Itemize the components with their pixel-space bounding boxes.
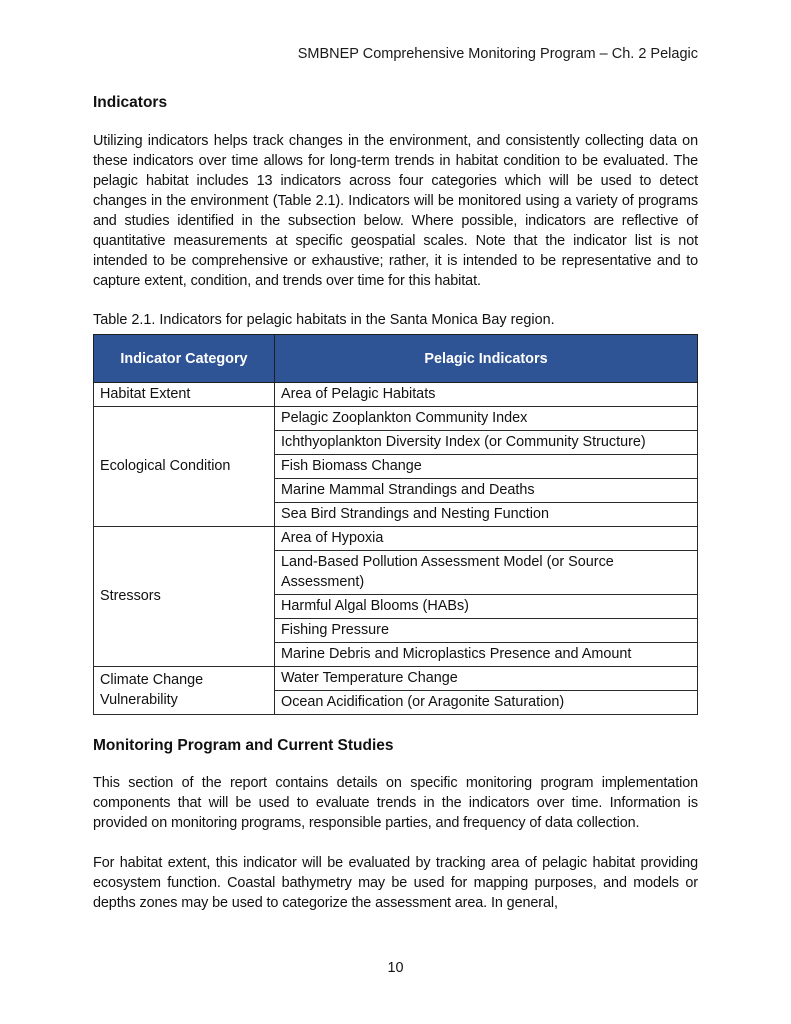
category-cell: Ecological Condition — [94, 407, 275, 527]
table-row — [94, 667, 698, 691]
section-heading-indicators: Indicators — [93, 94, 168, 111]
table-header-row — [94, 335, 698, 383]
indicator-cell: Marine Debris and Microplastics Presence and Amount — [275, 643, 698, 667]
indicator-cell: Harmful Algal Blooms (HABs) — [275, 595, 698, 619]
table-row — [94, 407, 698, 431]
indicator-cell: Ichthyoplankton Diversity Index (or Community Structure) — [275, 431, 698, 455]
monitoring-paragraph-2: For habitat extent, this indicator will be evaluated by tracking area of pelagic habitat providing ecosystem function. Coastal bathymetry may be used for mapping purposes, and models or depths zones may be used to categorize the assessment area. In general, — [93, 855, 698, 911]
monitoring-paragraph-1: This section of the report contains details on specific monitoring program implementation components that will be used to evaluate trends in the indicators over time. Information is provided on monitoring programs, responsible parties, and frequency of data collection. — [93, 775, 698, 831]
indicators-paragraph: Utilizing indicators helps track changes in the environment, and consistently collecting data on these indicators over time allows for long-term trends in habitat condition to be evaluated. The pelagic habitat includes 13 indicators across four categories which will be used to detect changes in the environment (Table 2.1). Indicators will be monitored using a variety of programs and studies identified in the subsection below. Where possible, indicators are reflective of quantitative measurements at specific geospatial scales. Note that the indicator list is not intended to be comprehensive or exhaustive; rather, it is intended to be representative and to capture extent, condition, and trends over time for this habitat. — [93, 133, 698, 289]
category-cell: Climate Change Vulnerability — [94, 667, 275, 715]
running-header: SMBNEP Comprehensive Monitoring Program – Ch. 2 Pelagic — [297, 46, 698, 62]
indicators-table — [93, 334, 698, 715]
indicator-cell: Ocean Acidification (or Aragonite Saturation) — [275, 691, 698, 715]
column-header-category: Indicator Category — [94, 335, 275, 383]
indicator-cell: Fishing Pressure — [275, 619, 698, 643]
column-header-indicators: Pelagic Indicators — [275, 335, 698, 383]
indicator-cell: Water Temperature Change — [275, 667, 698, 691]
indicator-cell: Area of Hypoxia — [275, 527, 698, 551]
table-row — [94, 527, 698, 551]
page-number: 10 — [387, 960, 404, 976]
indicator-cell: Pelagic Zooplankton Community Index — [275, 407, 698, 431]
table-caption: Table 2.1. Indicators for pelagic habitats in the Santa Monica Bay region. — [93, 312, 555, 328]
indicator-cell: Marine Mammal Strandings and Deaths — [275, 479, 698, 503]
category-cell: Stressors — [94, 527, 275, 667]
page-content — [93, 92, 698, 913]
indicator-cell: Land-Based Pollution Assessment Model (or Source Assessment) — [275, 551, 698, 595]
indicator-cell: Sea Bird Strandings and Nesting Function — [275, 503, 698, 527]
category-cell: Habitat Extent — [94, 383, 275, 407]
section-heading-monitoring: Monitoring Program and Current Studies — [93, 737, 394, 754]
indicator-cell: Fish Biomass Change — [275, 455, 698, 479]
indicator-cell: Area of Pelagic Habitats — [275, 383, 698, 407]
table-row — [94, 383, 698, 407]
